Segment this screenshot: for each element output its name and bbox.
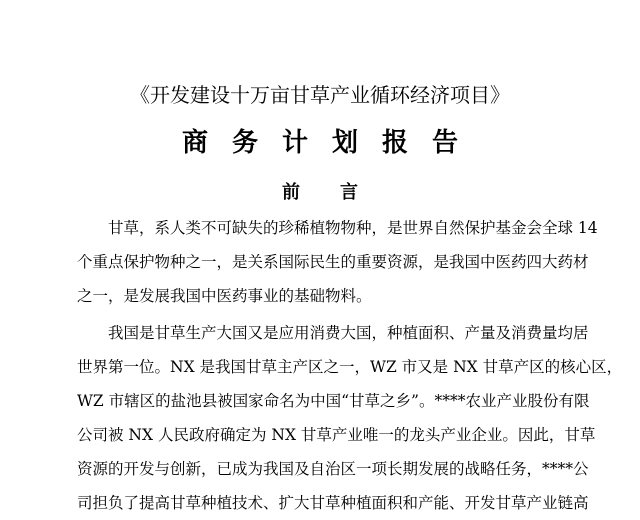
section-heading: 前言 — [282, 182, 398, 203]
paragraph-line: WZ 市辖区的盐池县被国家命名为中国“甘草之乡”。****农业产业股份有限 — [77, 392, 590, 410]
paragraph-2 — [77, 316, 623, 520]
paragraph-line: 我国是甘草生产大国又是应用消费大国，种植面积、产量及消费量均居 — [77, 324, 589, 342]
paragraph-line: 资源的开发与创新，已成为我国及自治区一项长期发展的战略任务，****公 — [77, 460, 589, 478]
paragraph-line: 司担负了提高甘草种植技术、扩大甘草种植面积和产能、开发甘草产业链高 — [77, 494, 589, 512]
report-title: 商务计划报告 — [181, 128, 482, 158]
paragraph-line: 世界第一位。NX 是我国甘草主产区之一，WZ 市又是 NX 甘草产区的核心区， — [77, 358, 623, 376]
paragraph-line: 个重点保护物种之一，是关系国际民生的重要资源，是我国中医药四大药材 — [77, 253, 589, 271]
project-title: 《开发建设十万亩甘草产业循环经济项目》 — [130, 83, 510, 107]
paragraph-line: 之一，是发展我国中医药事业的基础物料。 — [77, 287, 372, 305]
paragraph-line: 甘草，系人类不可缺失的珍稀植物物种，是世界自然保护基金会全球 14 — [77, 219, 598, 237]
paragraph-line: 公司被 NX 人民政府确定为 NX 甘草产业唯一的龙头产业企业。因此，甘草 — [77, 426, 596, 444]
paragraph-1 — [77, 211, 598, 313]
